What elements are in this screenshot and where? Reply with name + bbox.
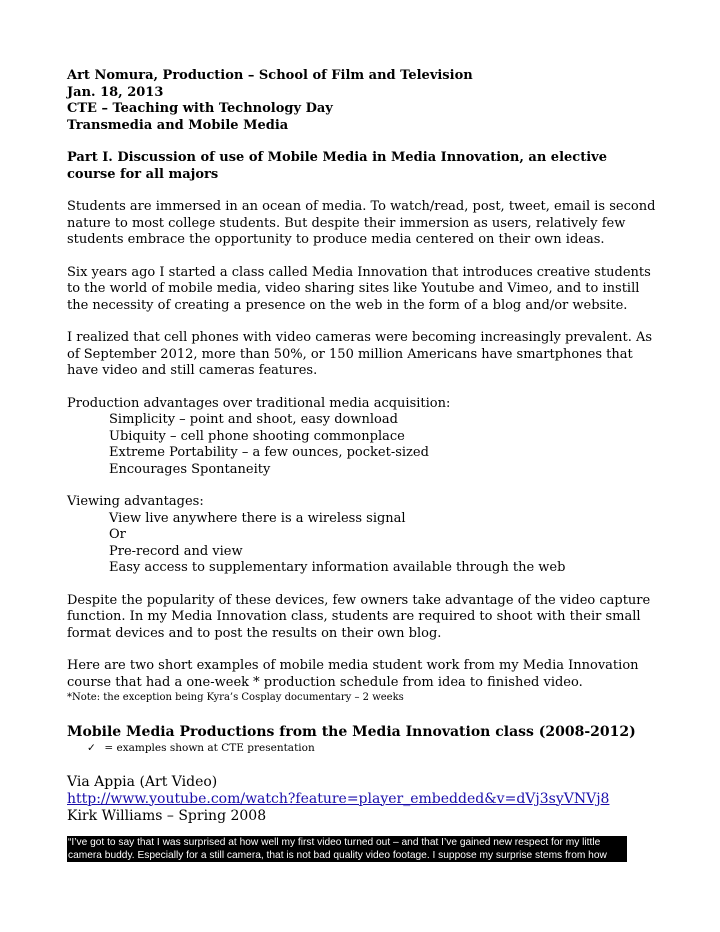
video-author: Kirk Williams – Spring 2008	[67, 807, 267, 824]
checkmark-legend	[87, 741, 657, 755]
author-line: Art Nomura, Production – School of Film and Television	[67, 68, 473, 83]
topic-line: Transmedia and Mobile Media	[67, 117, 289, 133]
paragraph-smartphones: I realized that cell phones with video cameras were becoming increasingly prevalent. As of September 2012, more than 50%, or 150 million Americans have smartphones that have video and still cameras features.	[67, 330, 653, 378]
paragraph-examples: Here are two short examples of mobile media student work from my Media Innovation course that had a one-week * production schedule from idea to finished video.	[67, 658, 639, 690]
list-item: Extreme Portability – a few ounces, pocket-sized	[109, 445, 429, 460]
part-one-title: Part I. Discussion of use of Mobile Media in Media Innovation, an elective course for all majors	[67, 150, 607, 182]
video-title: Via Appia (Art Video)	[67, 773, 218, 790]
viewing-advantages-heading: Viewing advantages:	[67, 494, 204, 509]
paragraph-immersion: Students are immersed in an ocean of media. To watch/read, post, tweet, email is second nature to most college students. But despite their immersion as users, relatively few students embrace the opportunity to produce media centered on their own ideas.	[67, 199, 656, 247]
list-item: Simplicity – point and shoot, easy download	[109, 412, 398, 427]
list-item: Or	[109, 527, 126, 542]
list-item: Pre-record and view	[109, 543, 243, 559]
quote-line: camera buddy. Especially for a still camera, that is not bad quality video footage. I suppose my surprise stems from how	[68, 850, 607, 861]
production-advantages-list	[67, 412, 657, 478]
date-line: Jan. 18, 2013	[67, 84, 164, 100]
quote-line: “I’ve got to say that I was surprised at how well my first video turned out – and that I’ve gained new respect for my little	[68, 837, 601, 848]
viewing-advantages-list	[67, 511, 657, 577]
footnote: *Note: the exception being Kyra’s Cosplay documentary – 2 weeks	[67, 692, 404, 703]
document-body	[67, 68, 657, 825]
paragraph-class-history: Six years ago I started a class called Media Innovation that introduces creative students to the world of mobile media, video sharing sites like Youtube and Vimeo, and to instill the necessity of creating a presence on the web in the form of a blog and/or website.	[67, 264, 651, 313]
student-quote-highlight	[67, 836, 627, 862]
checkmark-legend-text: = examples shown at CTE presentation	[104, 741, 315, 754]
mobile-media-title: Mobile Media Productions from the Media Innovation class (2008-2012)	[67, 724, 636, 740]
list-item: Encourages Spontaneity	[109, 461, 271, 477]
list-item: View live anywhere there is a wireless signal	[109, 510, 406, 526]
list-item: Easy access to supplementary information available through the web	[109, 560, 566, 575]
production-advantages-heading: Production advantages over traditional media acquisition:	[67, 395, 451, 411]
list-item: Ubiquity – cell phone shooting commonplace	[109, 428, 405, 444]
video-link[interactable]: http://www.youtube.com/watch?feature=player_embedded&v=dVj3syVNVj8	[67, 790, 610, 807]
paragraph-device-usage: Despite the popularity of these devices, few owners take advantage of the video capture function. In my Media Innovation class, students are required to shoot with their small format devices and to post the results on their own blog.	[67, 592, 651, 641]
checkmark-icon: ✓	[87, 741, 96, 754]
event-line: CTE – Teaching with Technology Day	[67, 101, 333, 116]
